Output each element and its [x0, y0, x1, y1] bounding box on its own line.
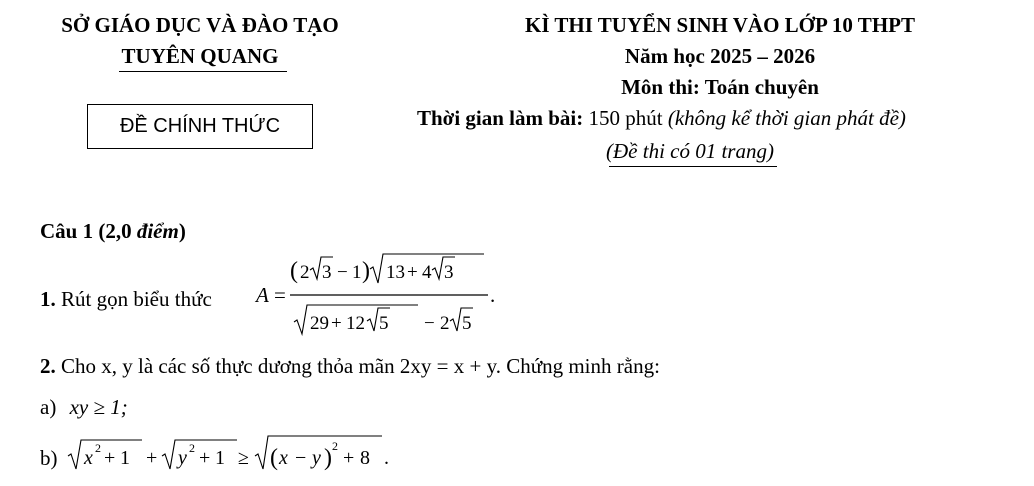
svg-text:−: − — [424, 313, 435, 334]
svg-text:+: + — [104, 447, 116, 469]
svg-text:3: 3 — [444, 262, 454, 283]
time-line — [417, 106, 906, 131]
svg-text:−: − — [295, 447, 307, 469]
svg-text:2: 2 — [95, 441, 101, 455]
pages-note: (Đề thi có 01 trang) — [606, 139, 774, 163]
svg-text:x: x — [84, 447, 93, 469]
time-label: Thời gian làm bài: — [417, 106, 584, 130]
svg-text:): ) — [362, 258, 370, 284]
svg-text:8: 8 — [360, 447, 370, 469]
svg-text:2: 2 — [300, 262, 310, 283]
svg-text:+: + — [199, 447, 211, 469]
part-2-number: 2. — [40, 354, 56, 378]
svg-text:1: 1 — [120, 447, 130, 469]
part-1-text: Rút gọn biểu thức — [55, 287, 212, 311]
svg-text:.: . — [384, 447, 389, 469]
svg-text:≥: ≥ — [238, 447, 249, 469]
formula-b — [64, 432, 394, 474]
department-province: TUYÊN QUANG — [121, 44, 279, 68]
part-2b-label: b) — [40, 446, 58, 470]
svg-text:2: 2 — [332, 439, 338, 453]
official-exam-box — [87, 104, 313, 149]
part-2a-line — [40, 395, 128, 420]
question-1-title: Câu 1 (2,0 điểm) — [40, 219, 186, 243]
time-note: (không kể thời gian phát đề) — [667, 106, 906, 130]
part-2a-formula: xy ≥ 1; — [69, 395, 128, 419]
svg-text:−: − — [337, 262, 348, 283]
header-divider-left — [119, 71, 287, 72]
svg-text:4: 4 — [422, 262, 432, 283]
svg-text:1: 1 — [215, 447, 225, 469]
svg-text:29: 29 — [310, 313, 329, 334]
svg-text:+: + — [343, 447, 355, 469]
formula-a — [252, 252, 512, 338]
part-1-line — [40, 287, 212, 312]
svg-text:(: ( — [270, 445, 278, 471]
subject: Môn thi: Toán chuyên — [621, 75, 819, 99]
part-1-number: 1. — [40, 287, 56, 311]
svg-text:12: 12 — [346, 313, 365, 334]
svg-text:2: 2 — [440, 313, 450, 334]
svg-text:+: + — [146, 447, 158, 469]
svg-text:=: = — [274, 283, 286, 307]
school-year: Năm học 2025 – 2026 — [624, 44, 816, 68]
svg-text:2: 2 — [189, 441, 195, 455]
svg-text:3: 3 — [322, 262, 332, 283]
department-title: SỞ GIÁO DỤC VÀ ĐÀO TẠO — [61, 13, 339, 37]
official-label: ĐỀ CHÍNH THỨC — [119, 115, 281, 137]
svg-text:13: 13 — [386, 262, 405, 283]
exam-title: KÌ THI TUYỂN SINH VÀO LỚP 10 THPT — [525, 13, 915, 37]
svg-text:+: + — [407, 262, 418, 283]
svg-text:1: 1 — [352, 262, 362, 283]
svg-text:+: + — [331, 313, 342, 334]
part-2-line — [40, 354, 660, 379]
svg-text:): ) — [324, 445, 332, 471]
time-value: 150 phút — [583, 106, 668, 130]
svg-text:x: x — [279, 447, 288, 469]
svg-text:y: y — [312, 447, 321, 469]
header-divider-right — [609, 166, 777, 167]
svg-text:A: A — [256, 283, 269, 307]
svg-text:5: 5 — [379, 313, 389, 334]
svg-text:y: y — [178, 447, 187, 469]
part-2-text: Cho x, y là các số thực dương thỏa mãn 2xy = x + y. Chứng minh rằng: — [55, 354, 660, 378]
svg-text:.: . — [490, 283, 496, 307]
part-2a-label: a) — [40, 395, 57, 419]
svg-text:5: 5 — [462, 313, 472, 334]
svg-text:(: ( — [290, 258, 298, 284]
